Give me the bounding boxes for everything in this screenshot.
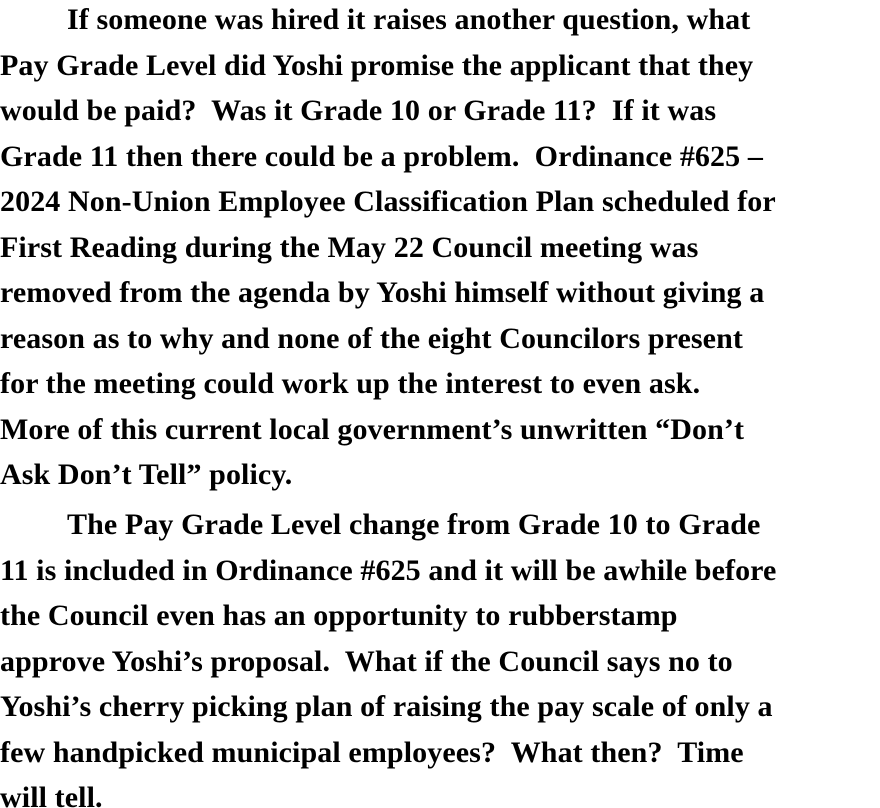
text-line: Ask Don’t Tell” policy.: [0, 458, 293, 491]
text-line: the Council even has an opportunity to rubberstamp: [0, 599, 678, 632]
text-line: few handpicked municipal employees? What then? Time: [0, 735, 744, 769]
text-line: for the meeting could work up the interest to even ask.: [0, 367, 701, 400]
text-line: More of this current local government’s unwritten “Don’t: [0, 412, 745, 446]
paragraph-2: [0, 502, 880, 808]
text-line: reason as to why and none of the eight Councilors present: [0, 321, 743, 355]
text-line: approve Yoshi’s proposal. What if the Council says no to: [0, 644, 733, 678]
text-line: removed from the agenda by Yoshi himself without giving a: [0, 276, 765, 309]
text-line: 2024 Non-Union Employee Classification Plan scheduled for: [0, 185, 776, 218]
text-line: 11 is included in Ordinance #625 and it will be awhile before: [0, 553, 777, 587]
text-line: The Pay Grade Level change from Grade 10 to Grade: [67, 508, 761, 541]
text-line: Yoshi’s cherry picking plan of raising the pay scale of only a: [0, 690, 773, 723]
text-line: If someone was hired it raises another question, what: [67, 3, 751, 36]
text-line: Pay Grade Level did Yoshi promise the applicant that they: [0, 48, 754, 82]
text-line: would be paid? Was it Grade 10 or Grade 11? If it was: [0, 94, 717, 127]
text-line: First Reading during the May 22 Council meeting was: [0, 230, 699, 264]
text-line: Grade 11 then there could be a problem. Ordinance #625 –: [0, 139, 763, 173]
text-line: will tell.: [0, 781, 103, 808]
